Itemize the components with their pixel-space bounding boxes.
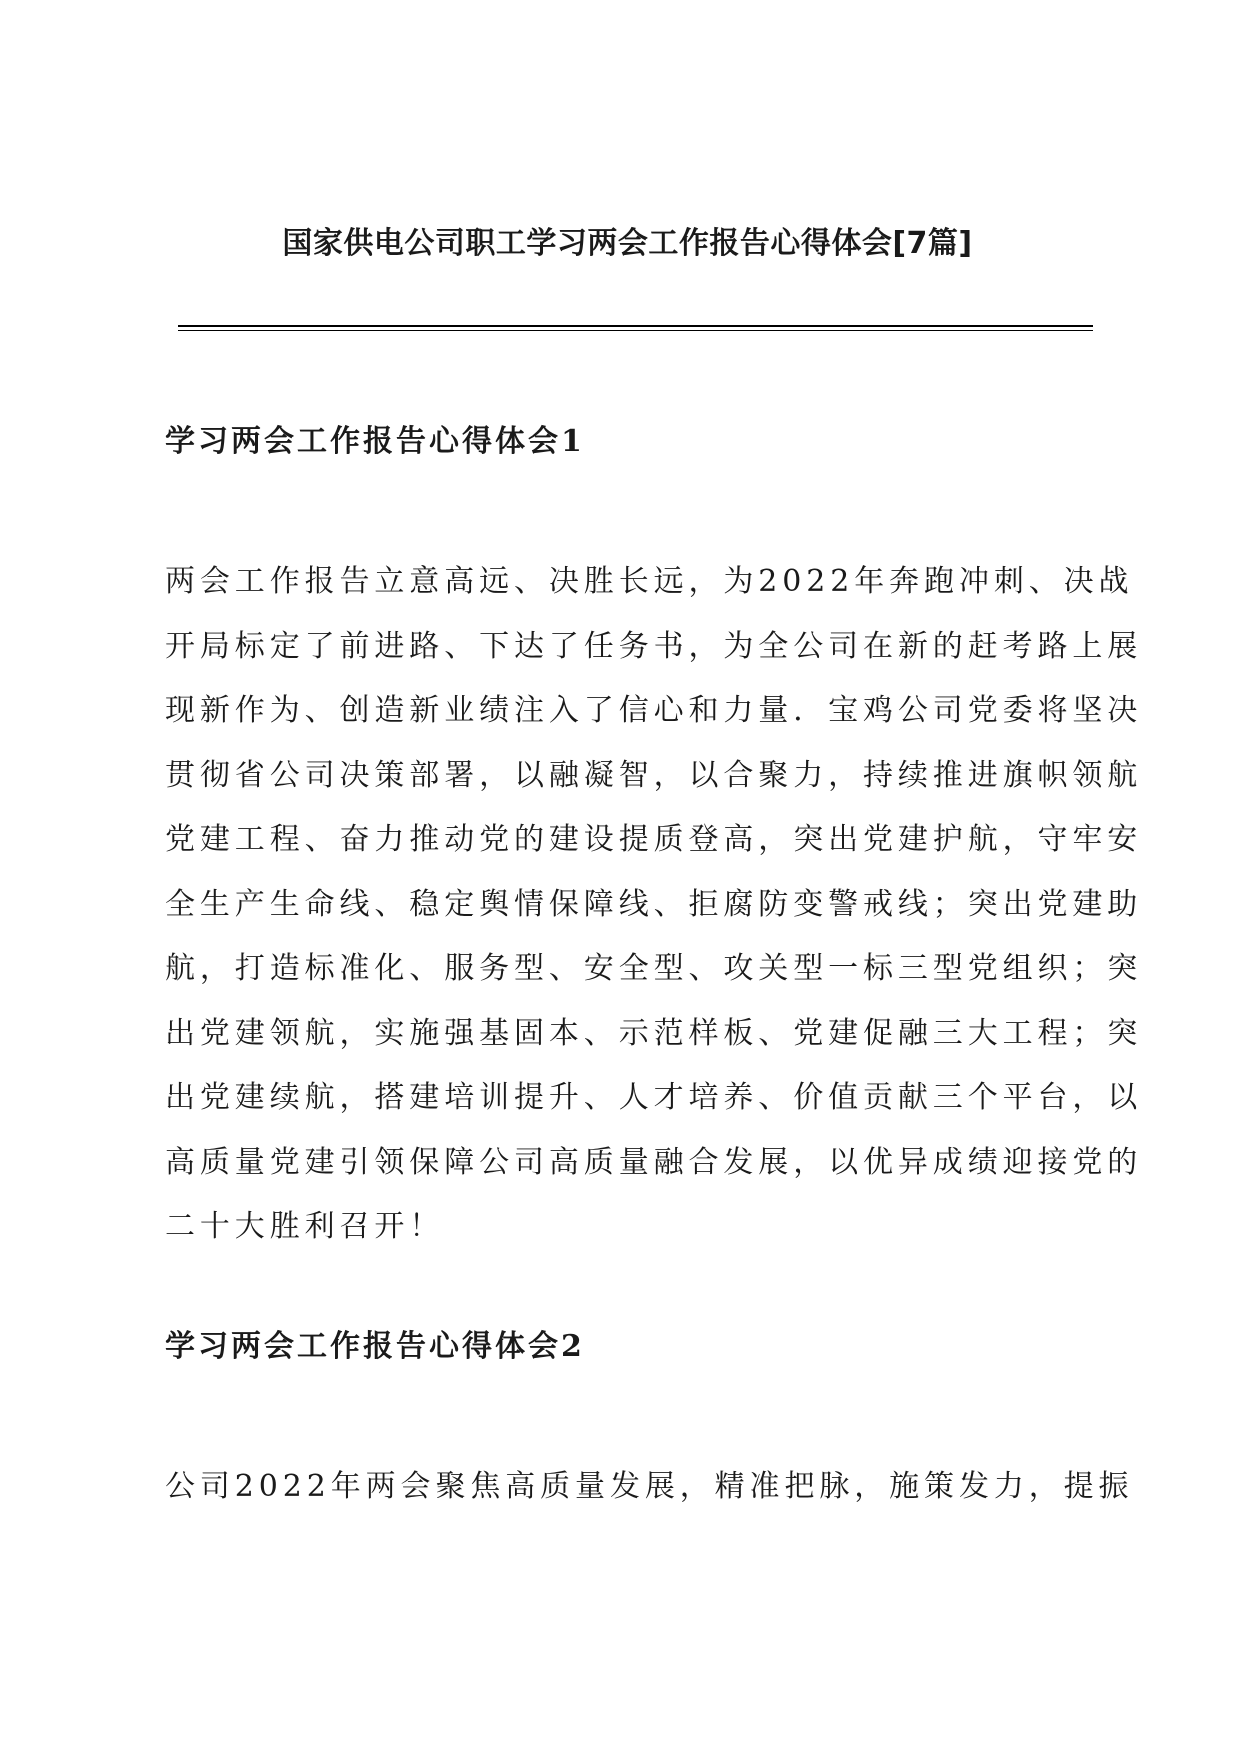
section-heading-2: 学习两会工作报告心得体会2 (165, 1329, 585, 1364)
paragraph-line: 现新作为、创造新业绩注入了信心和力量．宝鸡公司党委将坚决 (165, 693, 1143, 728)
paragraph-line: 二十大胜利召开！ (165, 1209, 445, 1244)
paragraph-line: 出党建续航，搭建培训提升、人才培养、价值贡献三个平台，以 (165, 1080, 1143, 1115)
paragraph-line: 党建工程、奋力推动党的建设提质登高，突出党建护航，守牢安 (165, 822, 1143, 857)
section-heading-1: 学习两会工作报告心得体会1 (165, 424, 585, 459)
paragraph-line: 出党建领航，实施强基固本、示范样板、党建促融三大工程；突 (165, 1015, 1143, 1051)
title-double-rule (178, 325, 1093, 331)
paragraph-line: 全生产生命线、稳定舆情保障线、拒腐防变警戒线；突出党建助 (165, 886, 1143, 922)
section-paragraph-1 (165, 550, 1143, 1260)
paragraph-line: 高质量党建引领保障公司高质量融合发展，以优异成绩迎接党的 (165, 1144, 1143, 1180)
paragraph-line: 开局标定了前进路、下达了任务书，为全公司在新的赶考路上展 (165, 628, 1143, 664)
paragraph-line: 航，打造标准化、服务型、安全型、攻关型一标三型党组织；突 (165, 951, 1143, 986)
document-title: 国家供电公司职工学习两会工作报告心得体会[7篇] (282, 226, 973, 261)
section-paragraph-2 (165, 1455, 1134, 1520)
paragraph-line: 两会工作报告立意高远、决胜长远，为2022年奔跑冲刺、决战 (165, 564, 1134, 599)
paragraph-line: 贯彻省公司决策部署，以融凝智，以合聚力，持续推进旗帜领航 (165, 757, 1143, 793)
paragraph-line: 公司2022年两会聚焦高质量发展，精准把脉，施策发力，提振 (165, 1469, 1134, 1504)
